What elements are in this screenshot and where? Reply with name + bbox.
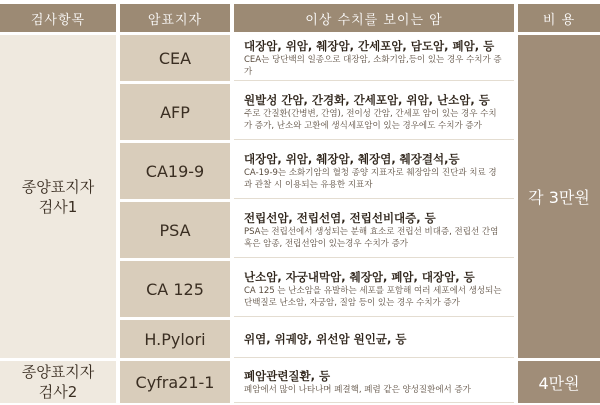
header-category: 검사항목 — [0, 4, 116, 32]
header-cost: 비 용 — [518, 4, 600, 32]
desc-sub: PSA는 전립선에서 생성되는 분해 효소로 전립선 비대증, 전립선 간염 혹은 암종, 전립선암이 있는경우 수치가 증가 — [244, 227, 499, 249]
desc-main: 원발성 간암, 간경화, 간세포암, 위암, 난소암, 등 — [244, 93, 490, 107]
desc-sub: CEA는 당단백의 일종으로 대장암, 소화기암,등이 있는 경우 수치가 증가 — [244, 55, 502, 77]
header-cancer: 이상 수치를 보이는 암 — [234, 4, 514, 32]
marker-h-pylori: H.Pylori — [120, 320, 230, 358]
header-marker: 암표지자 — [120, 4, 230, 32]
desc-sub: 주로 간질환(간병변, 간염), 전이성 간암, 간세포 암이 있는 경우 수치가 증가, 난소와 고환에 생식세포암이 있는 경우에도 수치가 증가 — [244, 109, 497, 131]
category-group-2 — [0, 361, 116, 403]
desc-sub: CA-19-9는 소화기암의 혈청 종양 지표자로 췌장암의 진단과 치료 경과 관찰 시 이용되는 유용한 지표자 — [244, 168, 497, 190]
desc-ca19-9 — [234, 143, 514, 199]
marker-ca125: CA 125 — [120, 261, 230, 317]
desc-main: 대장암, 위암, 췌장암, 췌장염, 췌장결석,등 — [244, 152, 460, 166]
marker-cea: CEA — [120, 35, 230, 81]
desc-ca125 — [234, 261, 514, 317]
desc-main: 전립선암, 전립선염, 전립선비대증, 등 — [244, 211, 436, 225]
marker-afp: AFP — [120, 84, 230, 140]
desc-cea — [234, 35, 514, 81]
marker-cyfra21-1: Cyfra21-1 — [120, 361, 230, 403]
desc-main: 대장암, 위암, 췌장암, 간세포암, 담도암, 폐암, 등 — [244, 39, 495, 53]
cost-group-2: 4만원 — [518, 361, 600, 403]
cost-group-1: 각 3만원 — [518, 35, 600, 358]
marker-ca19-9: CA19-9 — [120, 143, 230, 199]
marker-psa: PSA — [120, 202, 230, 258]
category-group-1-line1: 종양표지자 — [21, 177, 95, 196]
desc-main: 위염, 위궤양, 위선암 원인균, 등 — [244, 332, 407, 346]
desc-afp — [234, 84, 514, 140]
desc-h-pylori — [234, 320, 514, 358]
category-group-1-line2: 검사1 — [38, 197, 78, 216]
desc-main: 폐암관련질환, 등 — [244, 369, 331, 383]
desc-sub: CA 125 는 난소암을 유발하는 세포를 포함해 여러 세포에서 생성되는 단백질로 난소암, 자궁암, 질암 등이 있는 경우 수치가 증가 — [244, 286, 502, 308]
category-group-2-line1: 종양표지자 — [21, 363, 95, 381]
desc-psa — [234, 202, 514, 258]
desc-cyfra21-1 — [234, 361, 514, 403]
category-group-2-line2: 검사2 — [38, 383, 78, 401]
desc-main: 난소암, 자궁내막암, 췌장암, 폐암, 대장암, 등 — [244, 270, 475, 284]
desc-sub: 폐암에서 많이 나타나며 폐결핵, 폐렴 같은 양성질환에서 증가 — [244, 385, 471, 395]
category-group-1 — [0, 35, 116, 358]
